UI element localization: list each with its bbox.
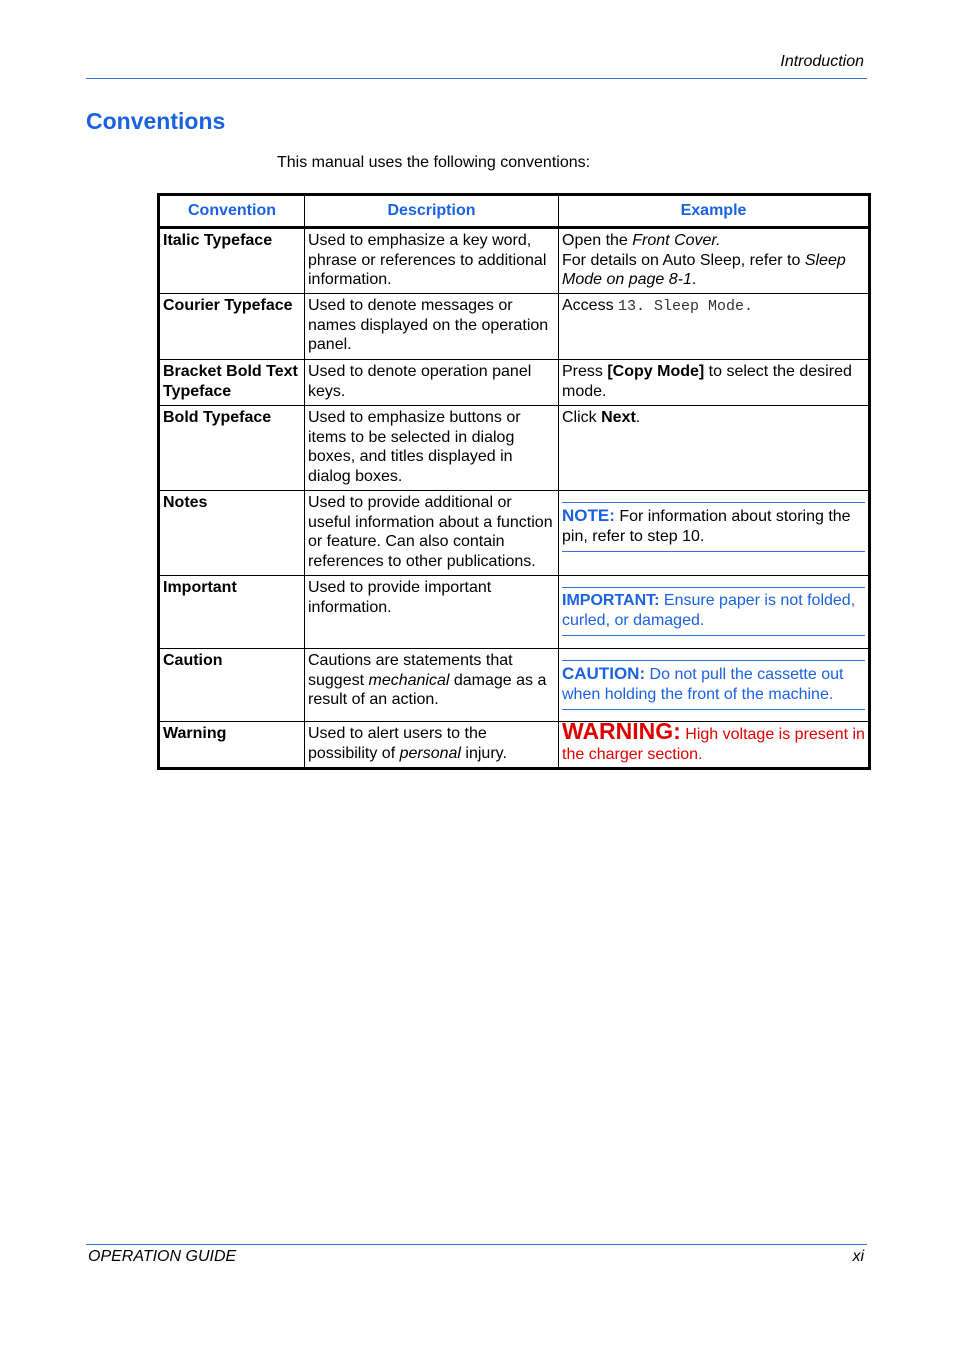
description-italic: mechanical <box>368 671 450 689</box>
description-text: Used to alert users to the possibility of <box>308 725 487 762</box>
convention-description <box>305 722 559 769</box>
important-label: IMPORTANT: <box>562 592 660 609</box>
caution-label: CAUTION: <box>562 664 646 683</box>
convention-example <box>559 491 870 576</box>
example-text: For details on Auto Sleep, refer to <box>562 251 805 269</box>
example-monospace: 13. Sleep Mode. <box>618 298 754 315</box>
convention-description <box>305 649 559 722</box>
example-text: . <box>691 271 697 288</box>
example-text: . <box>635 409 641 426</box>
note-label: NOTE: <box>562 506 615 525</box>
caution-callout <box>562 660 865 710</box>
example-bold: [Copy Mode] <box>607 363 705 380</box>
example-text: Click <box>562 409 602 426</box>
table-row <box>159 228 870 294</box>
convention-description: Used to provide additional or useful information about a function or feature. Can also contain references to other publications. <box>305 491 559 576</box>
table-row <box>159 576 870 649</box>
convention-example <box>559 294 870 360</box>
table-row <box>159 294 870 360</box>
header-section-label: Introduction <box>780 53 864 70</box>
convention-example <box>559 649 870 722</box>
table-row <box>159 722 870 769</box>
footer-rule <box>86 1244 867 1245</box>
convention-name: Courier Typeface <box>159 294 305 360</box>
table-header-row <box>159 195 870 228</box>
convention-name: Warning <box>159 722 305 769</box>
example-text: to select the desired mode. <box>562 363 852 400</box>
note-callout <box>562 502 865 552</box>
example-text: Press <box>562 363 608 380</box>
convention-description: Used to provide important information. <box>305 576 559 649</box>
table-row <box>159 360 870 406</box>
column-header-convention: Convention <box>159 195 305 228</box>
example-italic: Sleep Mode on page 8-1 <box>562 251 846 288</box>
convention-description: Used to denote messages or names displayed on the operation panel. <box>305 294 559 360</box>
convention-example <box>559 576 870 649</box>
example-text: Open the <box>562 232 633 249</box>
intro-text: This manual uses the following conventions: <box>277 154 591 171</box>
convention-example <box>559 406 870 491</box>
convention-name: Italic Typeface <box>159 228 305 294</box>
footer-page-number: xi <box>852 1248 864 1265</box>
convention-name: Bold Typeface <box>159 406 305 491</box>
table-row <box>159 649 870 722</box>
description-italic: personal <box>399 744 461 762</box>
convention-name: Important <box>159 576 305 649</box>
convention-name: Notes <box>159 491 305 576</box>
important-text: Ensure paper is not folded, curled, or damaged. <box>562 592 856 629</box>
table-row <box>159 406 870 491</box>
convention-name: Caution <box>159 649 305 722</box>
example-bold: Next <box>601 409 636 426</box>
convention-example <box>559 718 870 769</box>
footer-guide-title: OPERATION GUIDE <box>88 1248 237 1265</box>
header-rule <box>86 78 867 79</box>
warning-callout <box>562 718 865 764</box>
note-text: For information about storing the pin, refer to step 10. <box>562 508 851 545</box>
convention-name: Bracket Bold Text Typeface <box>159 360 305 406</box>
convention-description: Used to emphasize buttons or items to be selected in dialog boxes, and titles displayed in dialog boxes. <box>305 406 559 491</box>
convention-description: Used to emphasize a key word, phrase or references to additional information. <box>305 228 559 294</box>
description-text: damage as a result of an action. <box>308 671 547 708</box>
table-row <box>159 491 870 576</box>
important-callout <box>562 587 865 636</box>
example-italic: Front Cover. <box>632 232 721 249</box>
conventions-table <box>157 193 871 770</box>
page-title: Conventions <box>86 108 226 134</box>
warning-label: WARNING: <box>562 718 681 744</box>
convention-example <box>559 228 870 294</box>
description-text: injury. <box>460 744 507 762</box>
convention-description: Used to denote operation panel keys. <box>305 360 559 406</box>
column-header-description: Description <box>305 195 559 228</box>
warning-text: High voltage is present in the charger section. <box>562 726 865 763</box>
caution-text: Do not pull the cassette out when holding the front of the machine. <box>562 666 844 703</box>
column-header-example: Example <box>559 195 870 228</box>
convention-example <box>559 360 870 406</box>
example-text: Access <box>562 297 619 314</box>
description-text: Cautions are statements that suggest <box>308 652 513 689</box>
